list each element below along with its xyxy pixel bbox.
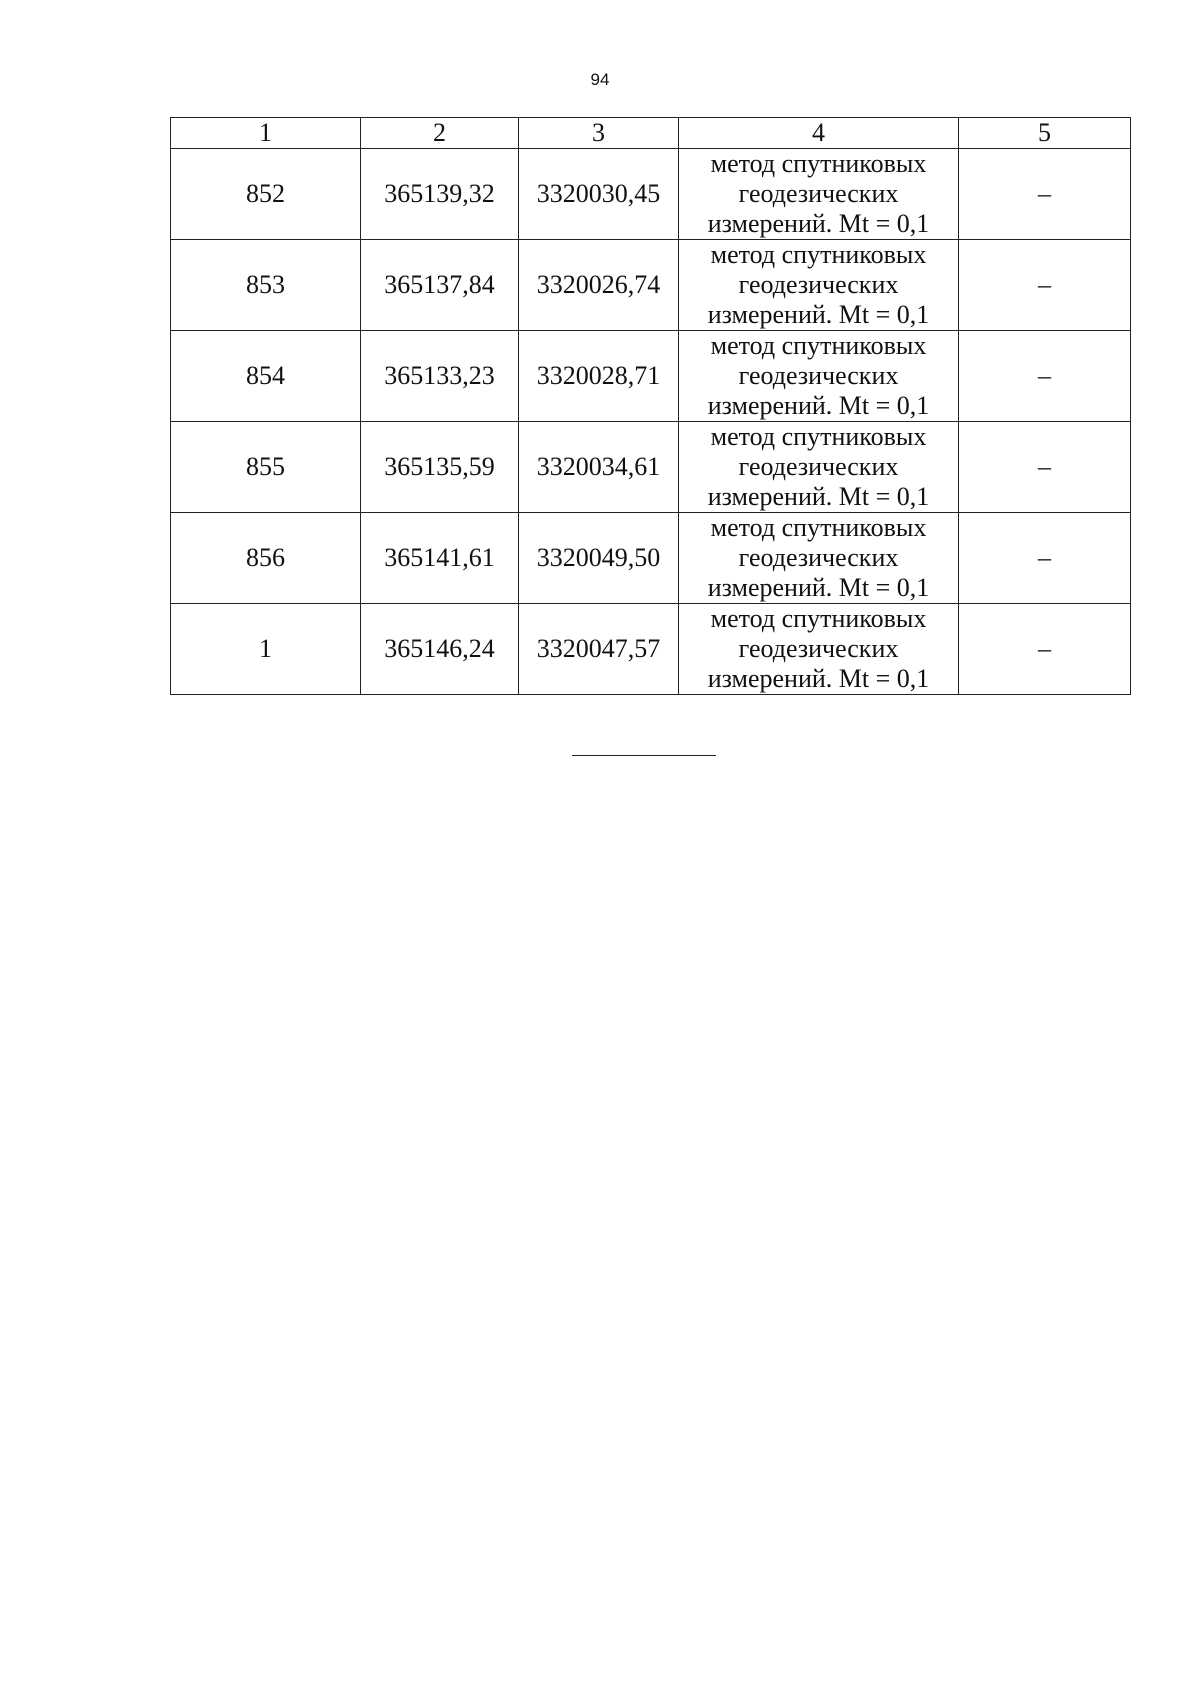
cell-method — [679, 240, 959, 331]
method-line: метод спутниковых — [710, 149, 927, 178]
header-col-5: 5 — [959, 118, 1131, 149]
cell-point-number: 856 — [171, 513, 361, 604]
end-rule — [572, 755, 716, 756]
table-row — [171, 422, 1131, 513]
method-line: метод спутниковых — [710, 240, 927, 269]
cell-x-coordinate: 365146,24 — [361, 604, 519, 695]
method-line: измерений. Mt = 0,1 — [707, 664, 930, 693]
method-line: измерений. Mt = 0,1 — [707, 391, 930, 420]
method-line: метод спутниковых — [710, 513, 927, 542]
cell-method — [679, 331, 959, 422]
header-col-1: 1 — [171, 118, 361, 149]
table-body — [171, 149, 1131, 695]
cell-method — [679, 513, 959, 604]
page-number: 94 — [590, 70, 610, 89]
cell-y-coordinate: 3320030,45 — [519, 149, 679, 240]
cell-point-number: 853 — [171, 240, 361, 331]
cell-x-coordinate: 365137,84 — [361, 240, 519, 331]
method-line: геодезических — [738, 543, 899, 572]
cell-col5: – — [959, 331, 1131, 422]
cell-x-coordinate: 365135,59 — [361, 422, 519, 513]
table-row — [171, 513, 1131, 604]
method-line: геодезических — [738, 179, 899, 208]
cell-y-coordinate: 3320047,57 — [519, 604, 679, 695]
method-line: метод спутниковых — [710, 422, 927, 451]
table-row — [171, 604, 1131, 695]
method-line: геодезических — [738, 361, 899, 390]
table-header-row — [171, 118, 1131, 149]
cell-point-number: 854 — [171, 331, 361, 422]
cell-x-coordinate: 365133,23 — [361, 331, 519, 422]
cell-y-coordinate: 3320026,74 — [519, 240, 679, 331]
cell-y-coordinate: 3320028,71 — [519, 331, 679, 422]
table-row — [171, 240, 1131, 331]
cell-col5: – — [959, 240, 1131, 331]
coordinates-table — [170, 117, 1131, 695]
method-line: измерений. Mt = 0,1 — [707, 482, 930, 511]
cell-point-number: 852 — [171, 149, 361, 240]
cell-method — [679, 604, 959, 695]
cell-point-number: 855 — [171, 422, 361, 513]
cell-col5: – — [959, 149, 1131, 240]
method-line: измерений. Mt = 0,1 — [707, 209, 930, 238]
method-line: метод спутниковых — [710, 604, 927, 633]
cell-y-coordinate: 3320049,50 — [519, 513, 679, 604]
cell-col5: – — [959, 422, 1131, 513]
method-line: метод спутниковых — [710, 331, 927, 360]
table-row — [171, 149, 1131, 240]
method-line: геодезических — [738, 634, 899, 663]
method-line: измерений. Mt = 0,1 — [707, 300, 930, 329]
table-row — [171, 331, 1131, 422]
method-line: геодезических — [738, 452, 899, 481]
header-col-3: 3 — [519, 118, 679, 149]
cell-col5: – — [959, 513, 1131, 604]
cell-x-coordinate: 365141,61 — [361, 513, 519, 604]
cell-method — [679, 422, 959, 513]
cell-point-number: 1 — [171, 604, 361, 695]
header-col-2: 2 — [361, 118, 519, 149]
cell-col5: – — [959, 604, 1131, 695]
method-line: геодезических — [738, 270, 899, 299]
method-line: измерений. Mt = 0,1 — [707, 573, 930, 602]
header-col-4: 4 — [679, 118, 959, 149]
cell-x-coordinate: 365139,32 — [361, 149, 519, 240]
cell-method — [679, 149, 959, 240]
cell-y-coordinate: 3320034,61 — [519, 422, 679, 513]
